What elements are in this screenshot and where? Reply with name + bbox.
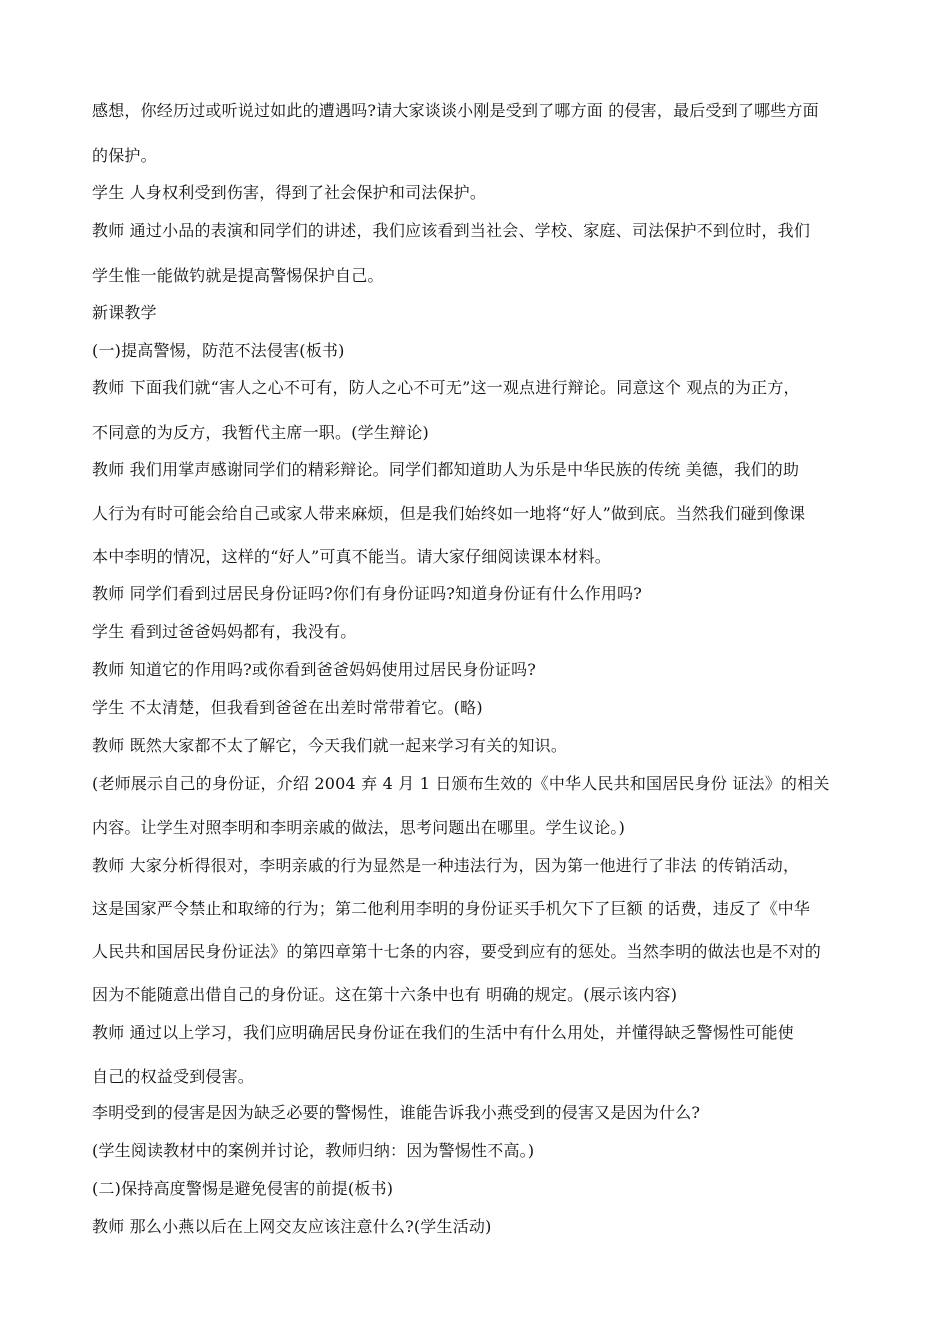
text-line: 教师 通过以上学习，我们应明确居民身份证在我们的生活中有什么用处，并懂得缺乏警惕性可能使 [92, 1023, 794, 1042]
text-line: 学生惟一能做钓就是提高警惕保护自己。 [92, 266, 384, 285]
text-line: 本中李明的情况，这样的“好人”可真不能当。请大家仔细阅读课本材料。 [92, 547, 611, 566]
text-line: 教师 下面我们就“害人之心不可有，防人之心不可无”这一观点进行辩论。同意这个 观点的为正方， [92, 378, 800, 397]
text-line: 人行为有时可能会给自己或家人带来麻烦，但是我们始终如一地将“好人”做到底。当然我们碰到像课 [92, 504, 806, 523]
text-line: 人民共和国居民身份证法》的第四章第十七条的内容，要受到应有的惩处。当然李明的做法也是不对的 [92, 942, 822, 961]
text-line: 教师 通过小品的表演和同学们的讲述，我们应该看到当社会、学校、家庭、司法保护不到位时，我们 [92, 221, 811, 240]
text-line: 不同意的为反方，我暂代主席一职。(学生辩论) [92, 423, 429, 442]
text-line: 教师 我们用掌声感谢同学们的精彩辩论。同学们都知道助人为乐是中华民族的传统 美德，我们的助 [92, 460, 800, 479]
text-line: 学生 人身权利受到伤害，得到了社会保护和司法保护。 [92, 183, 487, 202]
section-heading: (二)保持高度警惕是避免侵害的前提(板书) [92, 1179, 394, 1198]
text-line: 内容。让学生对照李明和李明亲戚的做法，思考问题出在哪里。学生议论。) [92, 818, 626, 837]
text-line: (老师展示自己的身份证，介绍 2004 弃 4 月 1 日颁布生效的《中华人民共和国居民身份 证法》的相关 [92, 774, 830, 793]
section-heading: (一)提高警惕，防范不法侵害(板书) [92, 341, 345, 360]
text-line: (学生阅读教材中的案例并讨论，教师归纳：因为警惕性不高。) [92, 1141, 535, 1160]
text-line: 这是国家严令禁止和取缔的行为；第二他利用李明的身份证买手机欠下了巨额 的话费，违反了《中华 [92, 899, 811, 918]
text-line: 教师 那么小燕以后在上网交友应该注意什么?(学生活动) [92, 1217, 492, 1236]
text-line: 李明受到的侵害是因为缺乏必要的警惕性，谁能告诉我小燕受到的侵害又是因为什么? [92, 1103, 701, 1122]
text-line: 教师 知道它的作用吗?或你看到爸爸妈妈使用过居民身份证吗? [92, 660, 537, 679]
text-line: 因为不能随意出借自己的身份证。这在第十六条中也有 明确的规定。(展示该内容) [92, 985, 678, 1004]
text-line: 学生 不太清楚，但我看到爸爸在出差时常带着它。(略) [92, 698, 483, 717]
text-line: 教师 既然大家都不太了解它，今天我们就一起来学习有关的知识。 [92, 736, 568, 755]
text-line: 感想，你经历过或听说过如此的遭遇吗?请大家谈谈小刚是受到了哪方面 的侵害，最后受到了哪些方面 [92, 101, 819, 120]
text-line: 学生 看到过爸爸妈妈都有，我没有。 [92, 622, 357, 641]
text-line: 教师 大家分析得很对，李明亲戚的行为显然是一种违法行为，因为第一他进行了非法 的传销活动， [92, 856, 800, 875]
text-line: 教师 同学们看到过居民身份证吗?你们有身份证吗?知道身份证有什么作用吗? [92, 584, 643, 603]
section-heading: 新课教学 [92, 303, 157, 322]
text-line: 自己的权益受到侵害。 [92, 1067, 255, 1086]
text-line: 的保护。 [92, 146, 157, 165]
